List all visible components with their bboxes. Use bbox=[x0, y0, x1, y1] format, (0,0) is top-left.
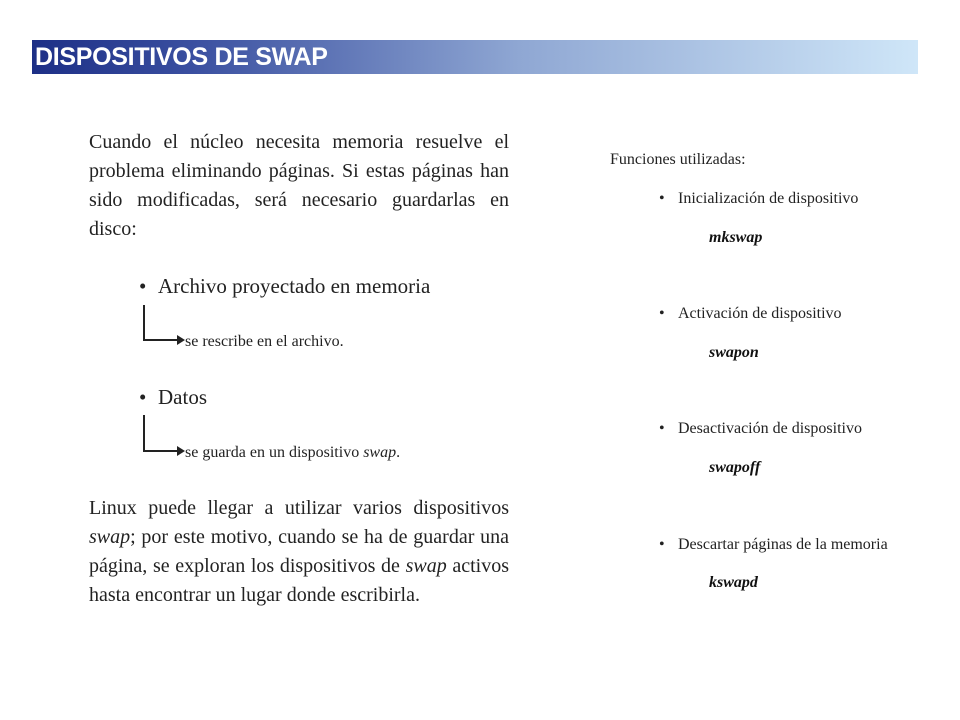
function-label: Desactivación de dispositivo bbox=[678, 420, 862, 437]
sub-text-end: . bbox=[396, 444, 401, 461]
outro-emphasis-1: swap bbox=[89, 526, 131, 548]
bullet-sub-datos bbox=[185, 443, 400, 463]
outro-text-3: activos hasta encontrar un lugar donde escribirla. bbox=[89, 555, 509, 606]
bullet-icon: • bbox=[139, 385, 147, 409]
bullet-icon: • bbox=[659, 190, 665, 207]
function-label: Descartar páginas de la memoria bbox=[678, 536, 888, 553]
function-label: Inicialización de dispositivo bbox=[678, 190, 859, 207]
function-item-deactivate bbox=[659, 419, 862, 439]
connector-arrow-2 bbox=[143, 415, 179, 452]
slide-title: DISPOSITIVOS DE SWAP bbox=[35, 43, 328, 71]
command-kswapd: kswapd bbox=[709, 574, 758, 591]
outro-text-2: ; por este motivo, cuando se ha de guardar una página, se exploran los dispositivos de bbox=[89, 526, 509, 577]
bullet-label: Archivo proyectado en memoria bbox=[158, 274, 431, 298]
title-bar bbox=[32, 40, 918, 74]
intro-paragraph: Cuando el núcleo necesita memoria resuelve el problema eliminando páginas. Si estas páginas han sido modificadas, será necesario guardarlas en disco: bbox=[89, 131, 509, 240]
functions-heading: Funciones utilizadas: bbox=[610, 151, 746, 168]
bullet-icon: • bbox=[659, 536, 665, 553]
arrowhead-icon bbox=[177, 446, 185, 456]
bullet-icon: • bbox=[139, 274, 147, 298]
function-item-activate bbox=[659, 304, 842, 324]
bullet-datos bbox=[139, 384, 207, 410]
outro-paragraph bbox=[89, 494, 509, 610]
function-label: Activación de dispositivo bbox=[678, 305, 842, 322]
command-swapoff: swapoff bbox=[709, 459, 761, 476]
outro-emphasis-2: swap bbox=[405, 555, 447, 577]
bullet-icon: • bbox=[659, 305, 665, 322]
outro-text-1: Linux puede llegar a utilizar varios dispositivos bbox=[89, 497, 509, 519]
sub-text: se rescribe en el archivo. bbox=[185, 333, 344, 350]
arrowhead-icon bbox=[177, 335, 185, 345]
command-swapon: swapon bbox=[709, 344, 759, 361]
sub-emphasis: swap bbox=[363, 444, 397, 461]
sub-text: se guarda en un dispositivo bbox=[185, 444, 364, 461]
bullet-sub-archivo bbox=[185, 332, 344, 352]
bullet-label: Datos bbox=[158, 385, 207, 409]
command-mkswap: mkswap bbox=[709, 229, 763, 246]
function-item-discard bbox=[659, 535, 888, 555]
bullet-archivo bbox=[139, 273, 430, 299]
connector-arrow-1 bbox=[143, 305, 179, 341]
bullet-icon: • bbox=[659, 420, 665, 437]
function-item-init bbox=[659, 189, 858, 209]
